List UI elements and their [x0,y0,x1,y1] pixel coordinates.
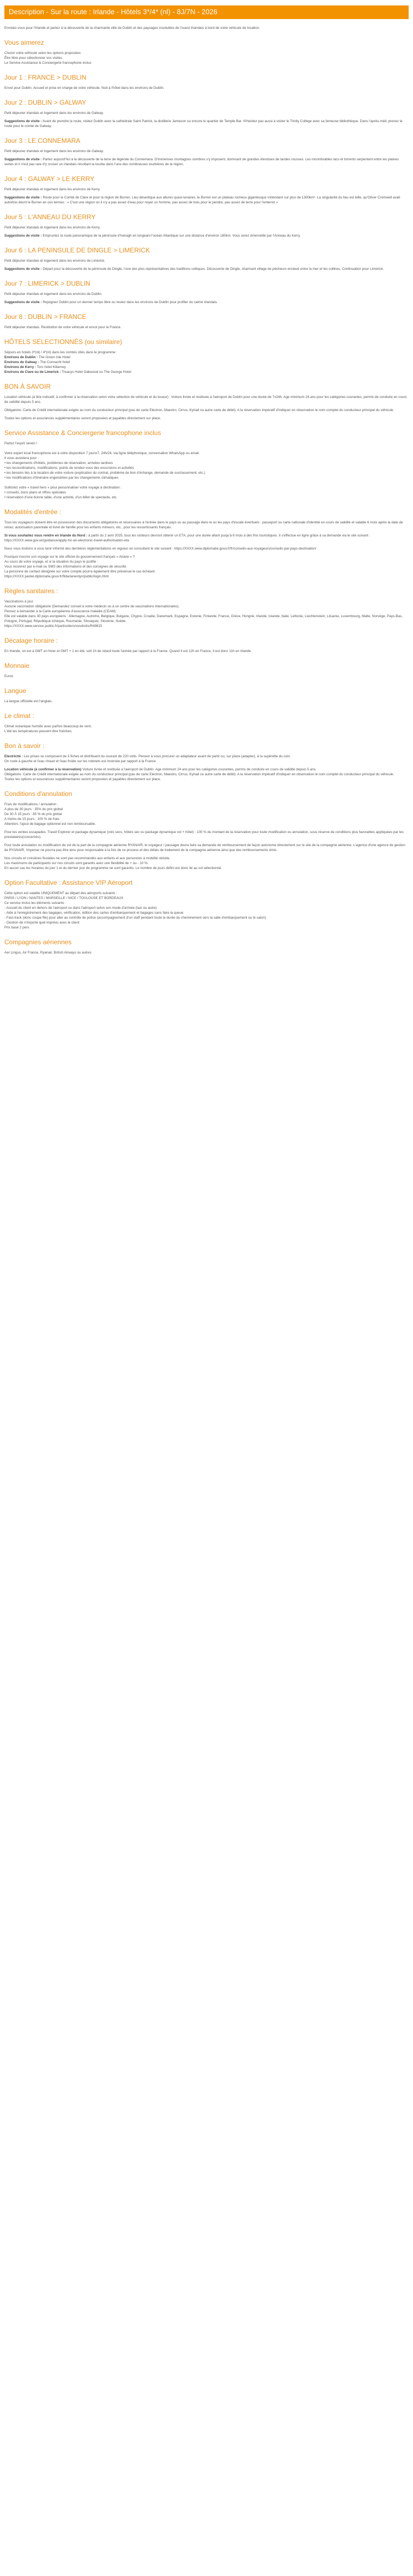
day-text: Suggestions de visite : Départ pour la découverte de la péninsule de Dingle, l'une des plus représentatives des traditions celtiques. Découverte de Dingle, charmant village de pêcheurs enclavé entre la mer et les collines. Continuation pour Limerick. [4,267,384,271]
day-text: Petit déjeuner irlandais. Restitution de votre véhicule et envol pour la France. [4,325,122,329]
entree-heading: Modalités d'entrée : [4,508,62,516]
day-text: Petit déjeuner irlandais et logement dans les environs de Limerick. [4,259,106,263]
hotels-intro: Séjours en hotels 3*(nl) / 4*(nl) dans les comtés cités dans le programme : [4,351,118,354]
hotels-heading: HÔTELS SÉLECTIONNÉS (ou similaire) [4,338,123,346]
bon-a-savoir-heading: BON À SAVOIR [4,383,51,390]
entree-text: Tous les voyageurs doivent être en possession des documents obligatoires et nécessaires à l'entrée dans le pays ou au passage dans le ou les pays d'escale éventuels : passeport ou carte nationale d'identité en cours de validité et valable 6 mois après la date de retour, autorisation parentale et livret de famille pour les enfants mineurs, etc., pour les ressortissants français. [4,521,403,529]
service-bullet: • conseils, bons plans et offres spéciales [4,490,409,495]
day-heading: Jour 7 : LIMERICK > DUBLIN [4,280,90,287]
itinerary [4,73,409,330]
service-bullet: • les recoordinations, modifications, points de rendez-vous des excursions et activités [4,466,409,470]
service-bullet: • les modifications d'itinéraire engendrées par les changements climatiques [4,475,409,480]
day-text: Envol pour Dublin. Accueil et prise en charge de votre véhicule. Nuit à l'hôtel dans les environs de Dublin. [4,86,165,90]
info-sections [4,507,409,955]
assistance-heading: Option Facultative : Assistance VIP Aéroport [4,879,133,886]
climat-heading: Le climat : [4,712,34,720]
hotel-item: Environs de Kerry : Torc hotel Killarney [4,365,66,369]
annulation-heading: Conditions d'annulation [4,790,72,798]
bon-savoir2-text: Location véhicule (à confirmer à la réservation) Voiture livrée et restituée à l'aéroport de Dublin. Age minimum 24 ans pour les catégories courantes, permis de conduire en cours de validité depuis 5 ans. Obligatoire: Carte de Crédit internationale exigée au nom du conducteur principal (pas de carte Electron, Maestro, Cirrus, Kyriad ou autre carte de débit). A la réservation impératif d'indiquer en observation le nom complet du conducteur principal du véhicule. Toutes les options et assurances supplémentaires seront proposées et payables directement sur place. [4,768,394,781]
day-text: Suggestions de visite : Route pour le Comté de Clare et pour la région de Burren. Lieu désertique aux allures quasi-lunaires, le Burren est un plateau rocheux gigantesque s'étendant sur plus de 1300km². La singularité du lieu est telle, qu'Oliver Cromwell avait autrefois décrit le Burren en ces termes : « C'est une région où il n'y a pas assez d'eau pour noyer un homme, pas assez de bois pour le pendre, pas assez de terre pour l'enterrer » [4,196,400,204]
hotels-section [4,350,409,375]
service-heading: Service Assistance & Conciergerie francophone inclus [4,429,161,437]
vous-aimerez-item: Choisir votre véhicule selon les options proposées [4,51,81,55]
bon-a-savoir-text: Location véhicule (à titre indicatif, à confirmer à la réservation selon votre sélection de véhicule et du loueur) : Voiture livrée et restituée à l'aéroport de Dublin pour une durée de 7x24h. Age minimum 24 ans pour les catégories courantes, permis de conduire en cours de validité depuis 5 ans. Obligatoire: Carte de Crédit internationale exigée au nom du conducteur principal (pas de carte Electron, Maestro, Cirrus, Kyriad ou autre carte de débit). A la réservation impératif d'indiquer en observation le nom complet du conducteur principal du véhicule. Toutes les options et assurances supplémentaires seront proposées et payables directement sur place. [4,395,407,420]
entree-text: Pourquoi inscrire son voyage sur le site officiel du gouvernement français « Ariane » ? Au cours de votre voyage, et si la situation du pays le justifie : Vous recevrez par e-mail ou SMS des informations et des consignes de sécurité. La personne de contact désignée sur votre compte pourra également être prévenue le cas échéant. https://XXXX.pastel.diplomatie.gouv.fr/fildariane/dyn/public/login.html [4,555,156,578]
hotel-item: Environs de Galway : The Connacht hotel [4,360,70,364]
page [0,0,413,969]
hotel-item: Environs de Clare ou de Limerick : Treacys Hotel Oakwood ou The George Hotel [4,370,131,374]
bon-savoir2-text: Electricité : Les prises se composent de 3 fiches et distribuent du courant de 220 volts. Pensez à vous procurer un adaptateur avant de partir ou, sur place (adapter), à la supérette du coin. On roule à gauche et l'eau chaud et l'eau froide sur les robinets est inversée par rapport à la France. [4,755,291,763]
sanitaires-text: Vaccinations à jour. Aucune vaccination obligatoire (Demandez conseil à votre médecin ou à un centre de vaccinations internationales). Pensez à demander à la Carte européenne d'assurance maladie (CEAM) : Elle est valable dans 30 pays européens : Allemagne, Autriche, Belgique, Bulgarie, Chypre, Croatie, Danemark, Espagne, Estonie, Finlande, France, Grèce, Hongrie, Irlande, Islande, Italie, Lettonie, Liechtenstein, Lituanie, Luxembourg, Malte, Norvège, Pays-Bas, Pologne, Portugal, République tchèque, Roumanie, Slovaquie, Slovénie, Suède. https://XXXX.www.service-public.fr/particuliers/vosdroits/R49815 [4,600,403,628]
day-heading: Jour 4 : GALWAY > LE KERRY [4,175,95,183]
day-text: Suggestions de visite : Partez aujourd'hui à la découverte de la terre de légende du Connemara. D'immenses montagnes sombres s'y imposent, dominant de grandes étendues de landes rousses. Les innombrables lacs et torrents serpentent entre les plaines vertes et il n'est pas rare d'y croiser un irlandais récoltant la tourbe dans l'une des nombreuses tourbières de la région. [4,158,399,166]
monnaie-text: Euros [4,674,14,678]
annulation-text: Pour les ventes escapades, Travel Explorer et package dynamique (vols secs, hôtels sec ou package dynamique vol + hôtel) : 100 % du montant de la réservation pour toute modification ou annulation, sous réserve de conditions plus favorables appliquées par les prestataires(concernés). [4,830,404,839]
annulation-text: Nos circuits et croisières fluviales ne sont pas recommandés aux enfants et aux personnes à mobilité réduite. Les maximums de participants sur nos circuits sont garantis avec une flexibilité de + ou - 10 %. En aucun cas les horaires du jour 1 et du dernier jour de programme ne sont garantis. Le nombre de jours défini est donc lié au vol sélectionné. [4,856,222,870]
day-text: Petit déjeuner irlandais et logement dans les environs de Galway. [4,149,104,153]
service-text: Partez l'esprit serein ! Votre expert local francophone est à votre disposition 7 jours/7, 24h/24, via ligne téléphonique, conversation WhatsApp ou email. Il vous assistera pour : • les changements d'hôtels, problèmes de réservation, arrivées tardives • les recoordinations, modifications, points de rendez-vous des excursions et activités • les besoins liés à la location de votre voiture (explication du contrat, problème de bon d'échange, demande de surclassement, etc.) • les modifications d'itinéraire engendrées par les changements climatiques Sollicitez votre « travel hero » pour personnaliser votre voyage à destination : • conseils, bons plans et offres spéciales • réservation d'une bonne table, d'une activité, d'un billet de spectacle, etc. [4,441,409,500]
day-text: Petit déjeuner irlandais et logement dans les environs de Kerry. [4,188,101,191]
climat-text: Climat océanique humide avec parfois beaucoup de vent. L'été les températures peuvent être fraîches. [4,725,92,733]
decalage-heading: Décalage horaire : [4,637,58,644]
page-title: Description - Sur la route : Irlande - Hôtels 3*/4* (nl) - 8J/7N - 2026 [4,5,409,19]
service-bullet: • les changements d'hôtels, problèmes de réservation, arrivées tardives [4,461,409,466]
annulation-text: Frais de modifications / annulation : A plus de 30 jours : 35% du prix global De 30 À 15 jours : 85 % du prix global A moins de 15 jours : 100 % de frais Attention, l'ajout de bagage optionnel est non remboursable. [4,803,96,826]
vous-aimerez-heading: Vous aimerez [4,39,44,46]
vous-aimerez-item: Le Service Assistance & Conciergerie francophone inclus [4,61,92,65]
service-bullet: • les besoins liés à la location de votre voiture (explication du contrat, problème de bon d'échange, demande de surclassement, etc.) [4,470,409,475]
day-text: Suggestions de visite : Empruntez la route panoramique de la péninsule d'Iveragh en longeant l'océan Atlantique sur une distance d'environ 180km. Vous serez émerveillé par l'Anneau du Kerry. [4,234,301,238]
decalage-text: En Irlande, on est à GMT en hiver et GMT + 1 en été, soit 1h de retard toute l'année par rapport à la France. Quand il est 12h en France, il est donc 11h en Irlande. [4,649,252,653]
hotel-item: Environs de Dublin : The Green Isle Hotel [4,355,70,359]
monnaie-heading: Monnaie [4,662,30,669]
sanitaires-heading: Règles sanitaires : [4,587,58,595]
day-text: Suggestions de visite : Rejoignez Dublin pour un dernier temps libre ou restez dans les environs de Dublin pour profiter du calme irlandais. [4,300,218,304]
langue-text: La langue officielle est l'anglais. [4,699,53,703]
annulation-text: Pour toute annulation ou modification de vol de la part de la compagnie aérienne RYANAIR, le voyageur / passager devra faire sa demande de remboursement de façon autonome directement sur le site de la compagnie aérienne. L'agence d'une agence de gestion de RYANAIR, Voyamar ne pourra pas être tenu pour responsable à la fois de ce process et des délais de traitement de la compagnie aérienne ainsi que des remboursements émis. [4,843,405,852]
day-text: Suggestions de visite : Avant de prendre la route, visitez Dublin avec la cathédrale Saint Patrick, la distillerie Jameson ou encore le quartier de Temple Bar. N'hésitez pas aussi à visiter le Trinity College avec sa fameuse bibliothèque. Dans l'après-midi, prenez la route pour le comté de Galway. [4,119,403,128]
vous-aimerez-list [4,51,409,65]
day-text: Petit déjeuner irlandais et logement dans les environs de Dublin. [4,292,102,296]
compagnies-text: Aer Lingus, Air France, Ryanair, British Airways ou autres [4,951,92,955]
service-bullet: • réservation d'une bonne table, d'une activité, d'un billet de spectacle, etc. [4,495,409,500]
day-heading: Jour 1 : FRANCE > DUBLIN [4,74,87,81]
day-heading: Jour 2 : DUBLIN > GALWAY [4,99,87,106]
day-heading: Jour 3 : LE CONNEMARA [4,137,81,144]
entree-text: Si vous souhaitez vous rendre en Irlande du Nord : à partir du 2 avril 2025, tous les visiteurs devront obtenir un ETA, pour une durée allant jusqu'à 6 mois à des fins touristiques. Il s'effectue en ligne grâce à sa demande via le site suivant : https://XXXX.www.gov.uk/guidance/apply-for-an-electronic-travel-authorisation-eta [4,534,371,542]
intro-text: Envolez-vous pour l'Irlande et partez à la découverte de la charmante ville de Dublin et des paysages insolubles de l'ouest Irlandais à bord de votre véhicule de location. [4,26,260,30]
assistance-text: Cette option est valable UNIQUEMENT au départ des aéroports suivants : PARIS / LYON / NANTES / MARSEILLE / NICE / TOULOUSE ET BORDEAUX Ce service inclus les éléments suivants : - Accueil du client en dehors de l'aéroport ou dans l'aéroport selon son mode d'arrivée (taxi ou autre) - Aide à l'enregistrement des bagages, vérification, édition des cartes d'embarquement et bagages sans faire la queue - Fast-track (donc coupe file) pour aller au contrôle de police (accompagnement d'un staff pendant toute la durée du cheminement vers la salle d'embarquement ou le salon) - Gestion de n'importe quel imprévu avec le client Prix base 2 pers [4,891,266,930]
vous-aimerez-item: Être libre pour sélectionner vos visites [4,56,63,60]
compagnies-heading: Compagnies aériennes [4,938,72,946]
day-heading: Jour 6 : LA PENINSULE DE DINGLE > LIMERICK [4,246,150,254]
day-heading: Jour 8 : DUBLIN > FRANCE [4,313,87,321]
langue-heading: Langue [4,687,27,695]
bon-savoir2-heading: Bon à savoir : [4,742,45,750]
day-text: Petit déjeuner irlandais et logement dans les environs de Galway. [4,111,104,115]
day-heading: Jour 5 : L'ANNEAU DU KERRY [4,213,96,221]
entree-text: Nous vous invitons à vous tenir informé des dernières réglementations en vigueur en consultant le site suivant : https://XXXX.www.diplomatie.gouv.fr/fr/conseils-aux-voyageurs/conseils-par-pays-destination/ [4,547,317,551]
day-text: Petit déjeuner irlandais et logement dans les environs de Kerry. [4,226,101,230]
